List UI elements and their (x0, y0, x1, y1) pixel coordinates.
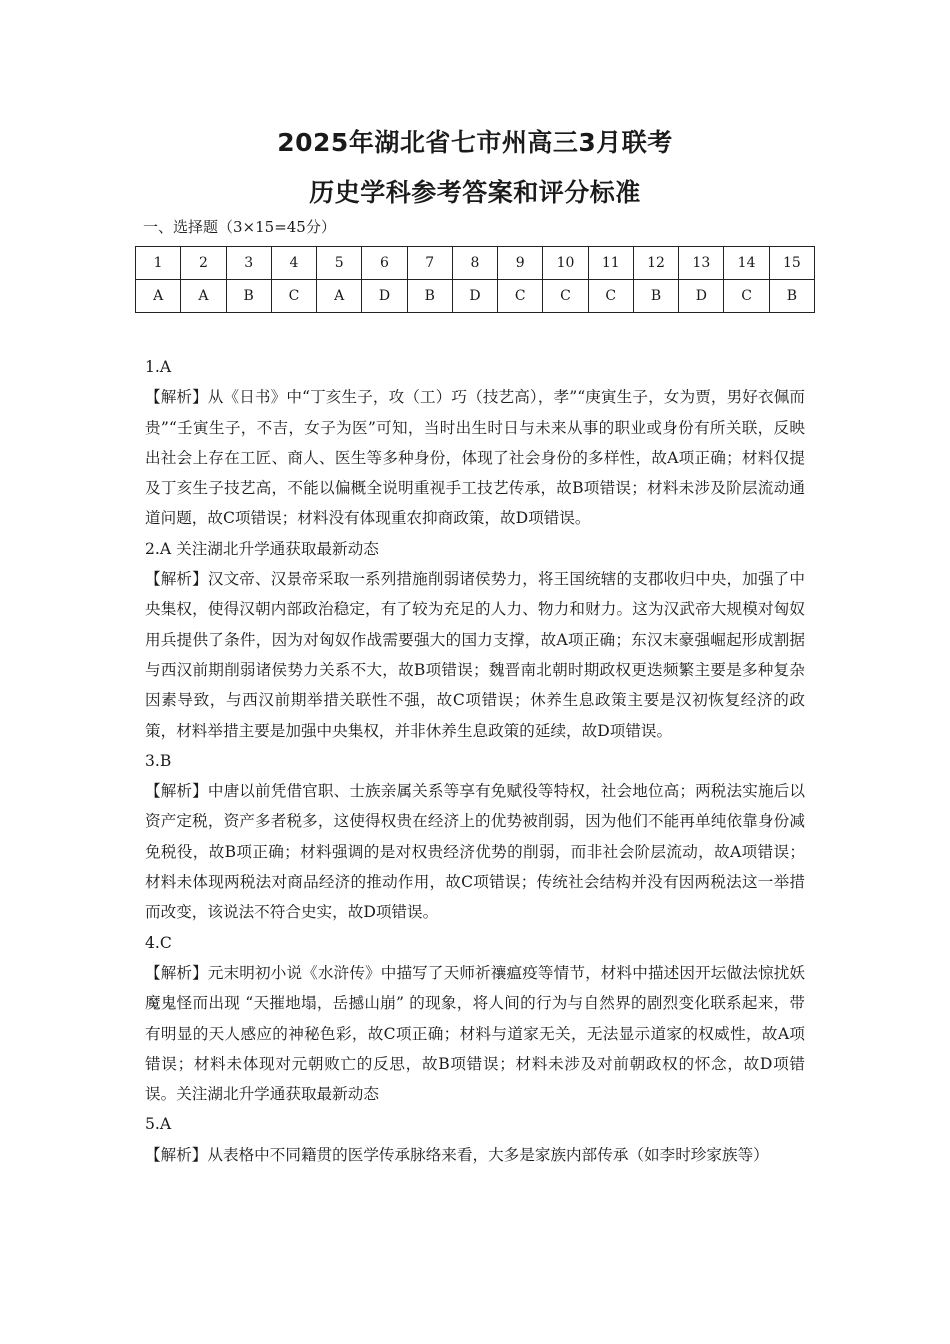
question-number-cell: 13 (679, 247, 724, 280)
answer-cell: B (769, 280, 814, 313)
question-number-cell: 12 (633, 247, 678, 280)
question-number-cell: 1 (136, 247, 181, 280)
section-heading: 一、选择题（3×15=45分） (143, 218, 336, 236)
answer-cell: D (362, 280, 407, 313)
answer-cell: A (181, 280, 226, 313)
question-number-cell: 10 (543, 247, 588, 280)
question-number-cell: 9 (498, 247, 543, 280)
item-analysis: 【解析】从表格中不同籍贯的医学传承脉络来看，大多是家族内部传承（如李时珍家族等） (145, 1145, 769, 1164)
document-title: 2025年湖北省七市州高三3月联考 (277, 128, 673, 157)
answer-explanations (145, 352, 805, 1170)
answer-cell: B (633, 280, 678, 313)
document-subtitle: 历史学科参考答案和评分标准 (309, 178, 641, 207)
answer-cell: A (136, 280, 181, 313)
answer-cell: D (679, 280, 724, 313)
answer-cell: C (271, 280, 316, 313)
answer-table (135, 246, 815, 313)
item-analysis: 【解析】元末明初小说《水浒传》中描写了天师祈禳瘟疫等情节，材料中描述因开坛做法惊扰妖魔鬼怪而出现 “天摧地塌，岳撼山崩” 的现象，将人间的行为与自然界的剧烈变化联系起来，带有明显的天人感应的神秘色彩，故C项正确；材料与道家无关，无法显示道家的权威性，故A项错误；材料未体现对元朝败亡的反思，故B项错误；材料未涉及对前朝政权的怀念，故D项错误。关注湖北升学通获取最新动态 (145, 963, 805, 1104)
item-analysis: 【解析】汉文帝、汉景帝采取一系列措施削弱诸侯势力，将王国统辖的支郡收归中央，加强了中央集权，使得汉朝内部政治稳定，有了较为充足的人力、物力和财力。这为汉武帝大规模对匈奴用兵提供了条件，因为对匈奴作战需要强大的国力支撑，故A项正确；东汉末豪强崛起形成割据与西汉前期削弱诸侯势力关系不大，故B项错误；魏晋南北朝时期政权更迭频繁主要是多种复杂因素导致，与西汉前期举措关联性不强，故C项错误；休养生息政策主要是汉初恢复经济的政策，材料举措主要是加强中央集权，并非休养生息政策的延续，故D项错误。 (145, 570, 805, 740)
question-number-cell: 14 (724, 247, 769, 280)
item-heading: 1.A (145, 358, 172, 376)
answer-cell: B (407, 280, 452, 313)
item-heading: 2.A 关注湖北升学通获取最新动态 (145, 539, 379, 558)
item-analysis: 【解析】从《日书》中“丁亥生子，攻（工）巧（技艺高），孝”“庚寅生子，女为贾，男好衣佩而贵”“壬寅生子，不吉，女子为医”可知，当时出生时日与未来从事的职业或身份有所关联，反映出社会上存在工匠、商人、医生等多种身份，体现了社会身份的多样性，故A项正确；材料仅提及丁亥生子技艺高，不能以偏概全说明重视手工技艺传承，故B项错误；材料未涉及阶层流动通道问题，故C项错误；材料没有体现重农抑商政策，故D项错误。 (145, 388, 805, 528)
answer-cell: C (498, 280, 543, 313)
answer-cell: D (452, 280, 497, 313)
item-heading: 3.B (145, 751, 172, 770)
answer-cell: C (588, 280, 633, 313)
answer-cell: C (724, 280, 769, 313)
question-number-cell: 11 (588, 247, 633, 280)
question-number-cell: 6 (362, 247, 407, 280)
question-number-cell: 2 (181, 247, 226, 280)
question-number-cell: 5 (317, 247, 362, 280)
question-number-cell: 4 (271, 247, 316, 280)
question-number-cell: 15 (769, 247, 814, 280)
answer-table-answer-row (136, 280, 815, 313)
question-number-cell: 7 (407, 247, 452, 280)
answer-cell: B (226, 280, 271, 313)
item-heading: 4.C (145, 933, 172, 952)
answer-cell: A (317, 280, 362, 313)
item-analysis: 【解析】中唐以前凭借官职、士族亲属关系等享有免赋役等特权，社会地位高；两税法实施后以资产定税，资产多者税多，这使得权贵在经济上的优势被削弱，因为他们不能再单纯依靠身份减免税役，故B项正确；材料强调的是对权贵经济优势的削弱，而非社会阶层流动，故A项错误；材料未体现两税法对商品经济的推动作用，故C项错误；传统社会结构并没有因两税法这一举措而改变，该说法不符合史实，故D项错误。 (145, 782, 805, 922)
question-number-cell: 8 (452, 247, 497, 280)
answer-cell: C (543, 280, 588, 313)
item-heading: 5.A (145, 1115, 172, 1134)
question-number-cell: 3 (226, 247, 271, 280)
answer-table-number-row (136, 247, 815, 280)
